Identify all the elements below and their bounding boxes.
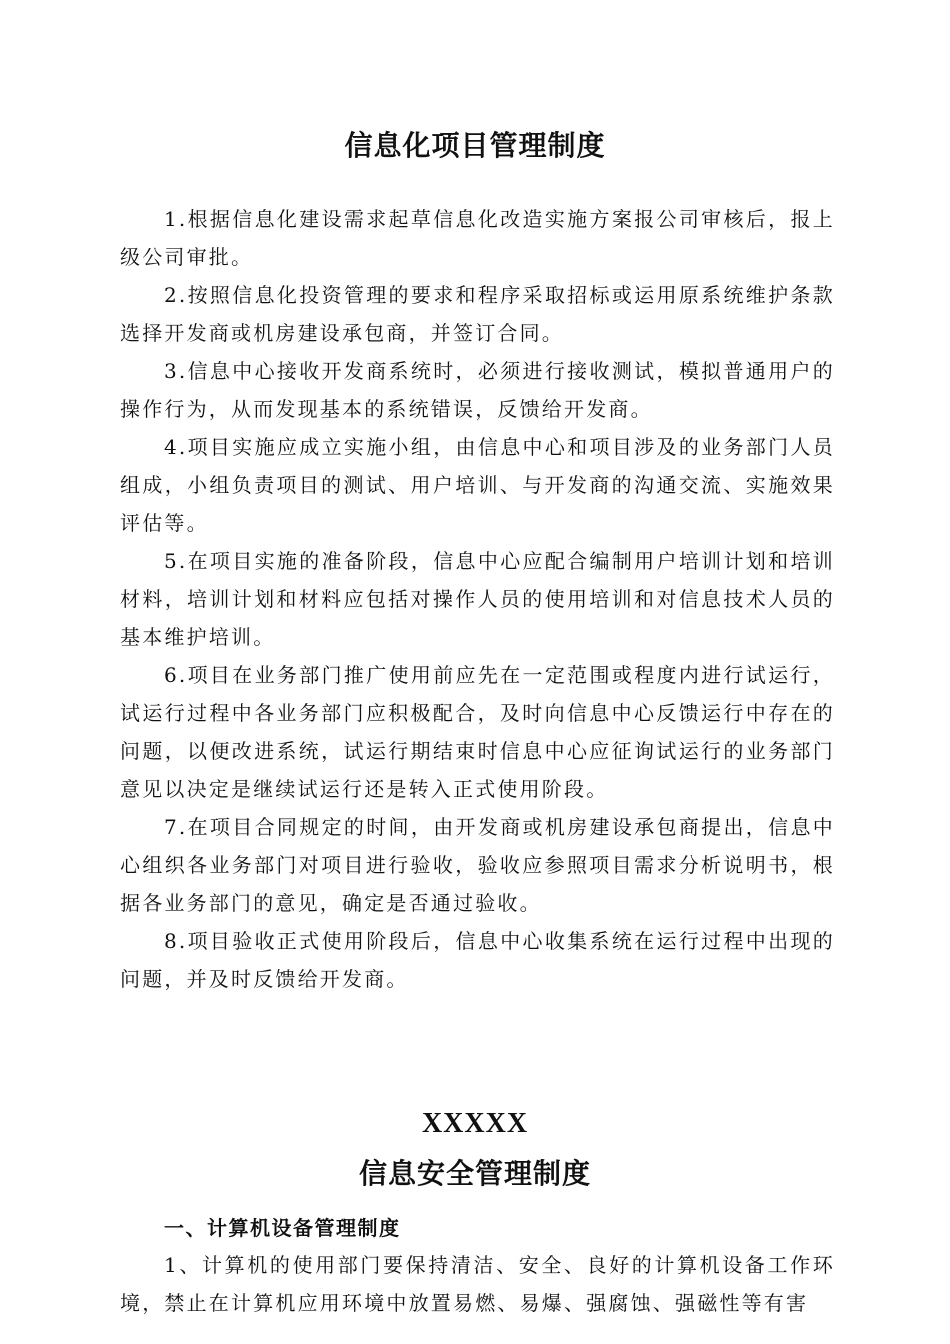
paragraph-8: 8.项目验收正式使用阶段后，信息中心收集系统在运行过程中出现的问题，并及时反馈给开发商。 xyxy=(120,929,835,991)
paragraph-6: 6.项目在业务部门推广使用前应先在一定范围或程度内进行试运行，试运行过程中各业务部门应积极配合，及时向信息中心反馈运行中存在的问题，以便改进系统，试运行期结束时信息中心应征询试运行的业务部门意见以决定是继续试运行还是转入正式使用阶段。 xyxy=(120,663,835,801)
paragraph-7: 7.在项目合同规定的时间，由开发商或机房建设承包商提出，信息中心组织各业务部门对项目进行验收，验收应参照项目需求分析说明书，根据各业务部门的意见，确定是否通过验收。 xyxy=(120,815,835,915)
section-heading: 一、计算机设备管理制度 xyxy=(164,1216,401,1240)
security-policy-title: 信息安全管理制度 xyxy=(358,1157,591,1190)
organization-name: XXXXX xyxy=(421,1108,529,1139)
paragraph-3: 3.信息中心接收开发商系统时，必须进行接收测试，模拟普通用户的操作行为，从而发现基本的系统错误，反馈给开发商。 xyxy=(120,359,835,421)
security-paragraph-1: 1、计算机的使用部门要保持清洁、安全、良好的计算机设备工作环境，禁止在计算机应用环境中放置易燃、易爆、强腐蚀、强磁性等有害 xyxy=(120,1253,835,1315)
security-policy-body xyxy=(120,1210,835,1322)
paragraph-1: 1.根据信息化建设需求起草信息化改造实施方案报公司审核后，报上级公司审批。 xyxy=(120,207,835,269)
paragraph-2: 2.按照信息化投资管理的要求和程序采取招标或运用原系统维护条款选择开发商或机房建设承包商，并签订合同。 xyxy=(120,283,835,345)
paragraph-4: 4.项目实施应成立实施小组，由信息中心和项目涉及的业务部门人员组成，小组负责项目的测试、用户培训、与开发商的沟通交流、实施效果评估等。 xyxy=(120,435,835,535)
document-title: 信息化项目管理制度 xyxy=(344,129,606,162)
paragraph-5: 5.在项目实施的准备阶段，信息中心应配合编制用户培训计划和培训材料，培训计划和材料应包括对操作人员的使用培训和对信息技术人员的基本维护培训。 xyxy=(120,549,835,649)
project-management-body xyxy=(120,200,835,998)
